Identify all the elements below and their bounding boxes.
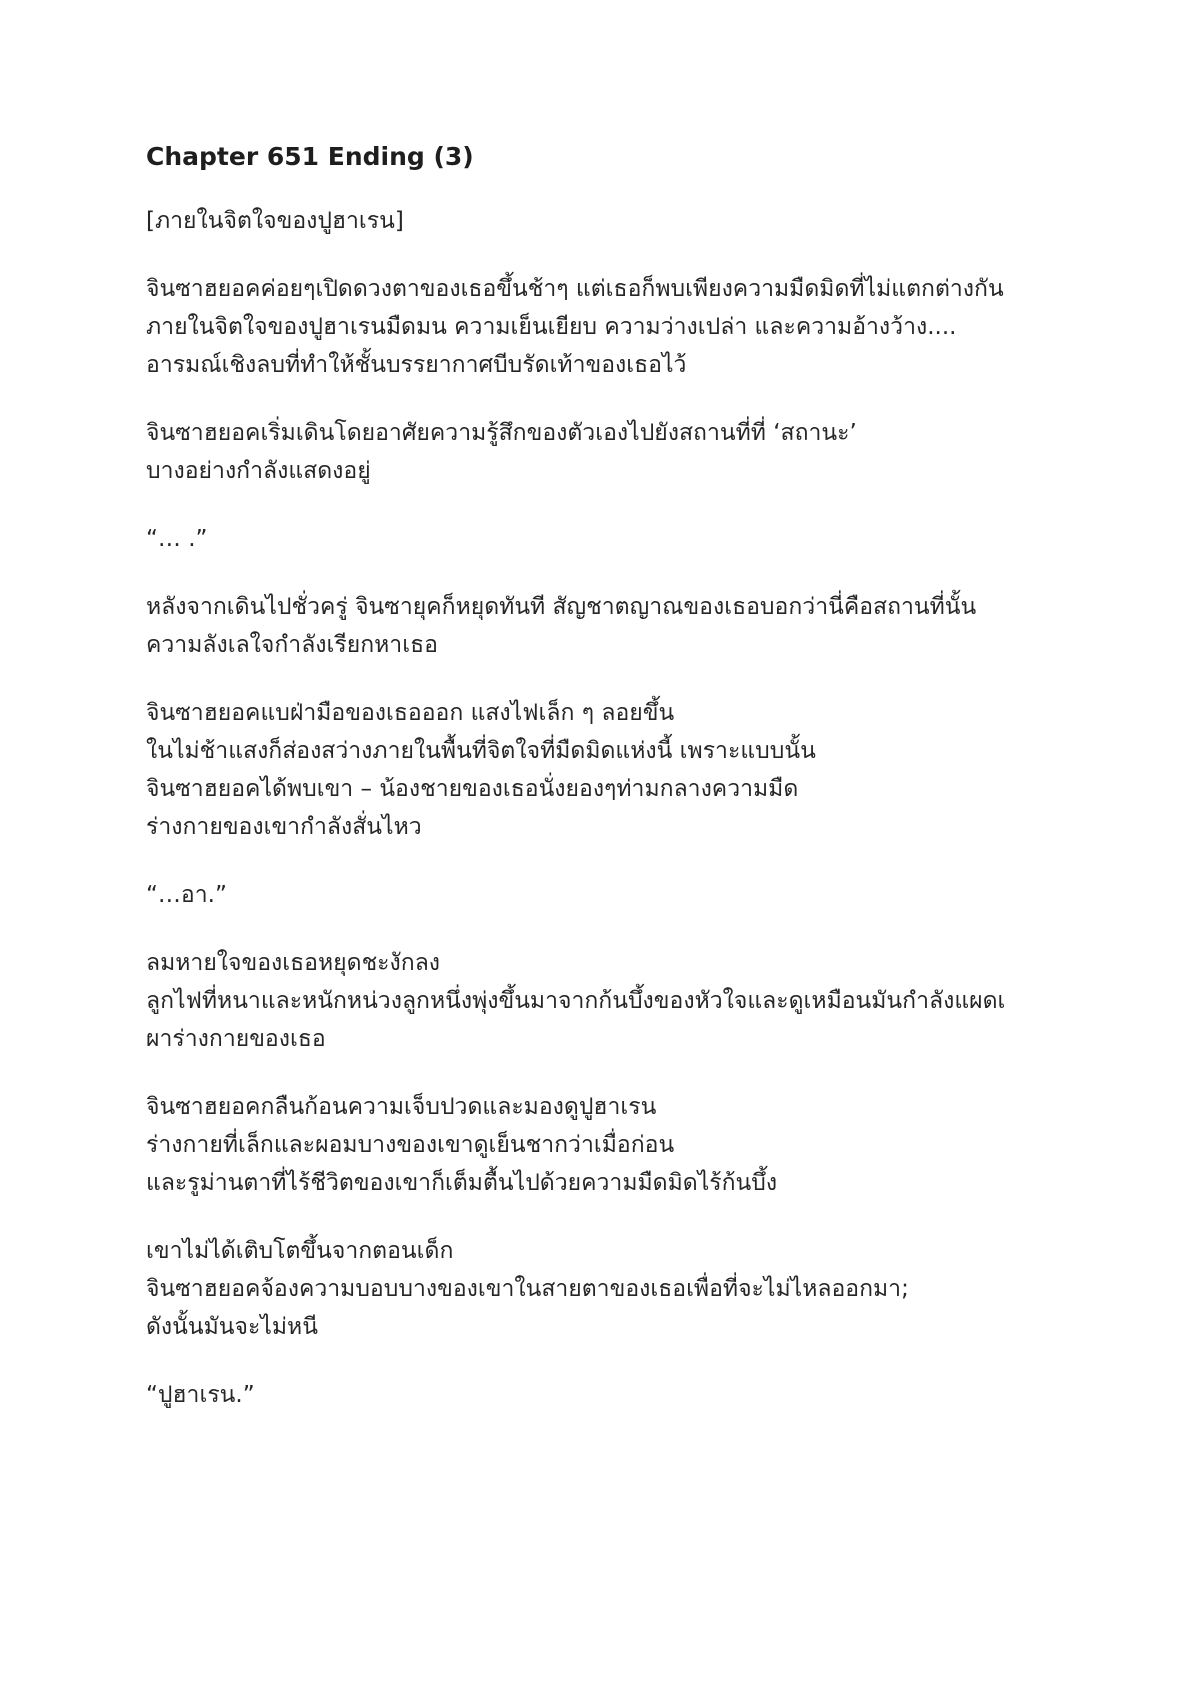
text-line: เขาไม่ได้เติบโตขึ้นจากตอนเด็ก [146,1238,454,1264]
text-line: จินซาฮยอคเริ่มเดินโดยอาศัยความรู้สึกของตัวเองไปยังสถานที่ที่ ‘สถานะ’ [146,420,857,446]
text-line: ร่างกายที่เล็กและผอมบางของเขาดูเย็นชากว่าเมื่อก่อน [146,1132,675,1158]
paragraph [146,520,1066,558]
text-line: ภายในจิตใจของปูฮาเรนมืดมน ความเย็นเยียบ ความว่างเปล่า และความอ้างว้าง.... [146,314,957,340]
document-page [146,140,1066,1444]
paragraph [146,694,1066,846]
text-line: จินซาฮยอคจ้องความบอบบางของเขาในสายตาของเธอเพื่อที่จะไม่ไหลออกมา; [146,1276,909,1302]
text-line: จินซาฮยอคค่อยๆเปิดดวงตาของเธอขึ้นช้าๆ แต่เธอก็พบเพียงความมืดมิดที่ไม่แตกต่างกัน [146,276,1004,302]
text-line: ลมหายใจของเธอหยุดชะงักลง [146,950,441,976]
text-line: บางอย่างกำลังแสดงอยู่ [146,458,371,484]
text-line: ผาร่างกายของเธอ [146,1026,326,1052]
paragraph [146,202,1066,240]
paragraph [146,588,1066,664]
text-line: จินซาฮยอคกลืนก้อนความเจ็บปวดและมองดูปูฮาเรน [146,1094,657,1120]
text-line: อารมณ์เชิงลบที่ทำให้ชั้นบรรยากาศบีบรัดเท้าของเธอไว้ [146,352,687,378]
text-line: จินซาฮยอคได้พบเขา – น้องชายของเธอนั่งยองๆท่ามกลางความมืด [146,776,799,802]
paragraph [146,1376,1066,1414]
text-line: ดังนั้นมันจะไม่หนี [146,1314,318,1340]
text-line: “…อา.” [146,882,227,908]
text-line: ความลังเลใจกำลังเรียกหาเธอ [146,632,438,658]
paragraph [146,944,1066,1058]
paragraph [146,270,1066,384]
paragraph [146,414,1066,490]
text-line: จินซาฮยอคแบฝ่ามือของเธอออก แสงไฟเล็ก ๆ ลอยขึ้น [146,700,675,726]
text-line: หลังจากเดินไปชั่วครู่ จินซายุคก็หยุดทันที สัญชาตญาณของเธอบอกว่านี่คือสถานที่นั้น [146,594,977,620]
text-line: ในไม่ช้าแสงก็ส่องสว่างภายในพื้นที่จิตใจที่มืดมิดแห่งนี้ เพราะแบบนั้น [146,738,816,764]
paragraph [146,1232,1066,1346]
paragraph [146,876,1066,914]
text-line: และรูม่านตาที่ไร้ชีวิตของเขาก็เต็มตื้นไปด้วยความมืดมิดไร้ก้นบึ้ง [146,1170,778,1196]
text-line: “ปูฮาเรน.” [146,1382,255,1408]
paragraph [146,1088,1066,1202]
chapter-body [146,202,1066,1414]
chapter-title: Chapter 651 Ending (3) [146,142,474,171]
text-line: ลูกไฟที่หนาและหนักหน่วงลูกหนึ่งพุ่งขึ้นมาจากก้นบึ้งของหัวใจและดูเหมือนมันกำลังแผดเ [146,988,1006,1014]
text-line: ร่างกายของเขากำลังสั่นไหว [146,814,422,840]
text-line: “… .” [146,526,208,552]
text-line: [ภายในจิตใจของปูฮาเรน] [146,208,404,234]
